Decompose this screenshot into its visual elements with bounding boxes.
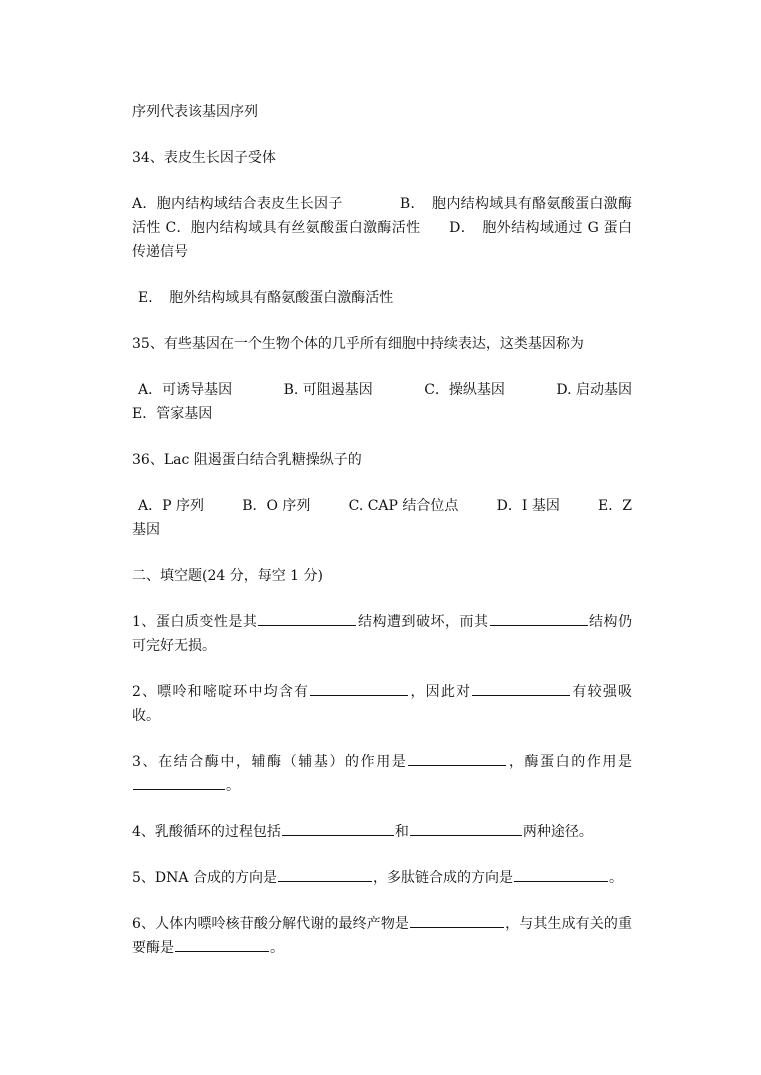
- question-35-option-a: A．可诱导基因: [138, 382, 233, 398]
- question-36-options: [132, 494, 632, 518]
- question-36-option-e: E．Z: [598, 498, 632, 514]
- question-35-options: [132, 378, 632, 402]
- question-36-option-c: C. CAP 结合位点: [348, 498, 459, 514]
- question-36-option-d: D．I 基因: [496, 498, 560, 514]
- answer-blank[interactable]: [514, 866, 608, 882]
- answer-blank[interactable]: [310, 680, 408, 696]
- answer-blank[interactable]: [410, 912, 504, 928]
- question-35-option-b: B. 可阻遏基因: [283, 382, 373, 398]
- answer-blank[interactable]: [408, 750, 506, 766]
- answer-blank[interactable]: [175, 936, 269, 952]
- question-34-stem: 34、表皮生长因子受体: [132, 150, 276, 166]
- answer-blank[interactable]: [410, 820, 522, 836]
- question-35-option-e: E．管家基因: [132, 406, 213, 422]
- question-36-option-e-tail: 基因: [132, 522, 160, 538]
- answer-blank[interactable]: [282, 820, 394, 836]
- section-2-heading: 二、填空题(24 分，每空 1 分): [132, 568, 323, 584]
- continuation-text: 序列代表该基因序列: [132, 104, 258, 120]
- question-35-stem: 35、有些基因在一个生物个体的几乎所有细胞中持续表达，这类基因称为: [132, 336, 584, 352]
- answer-blank[interactable]: [490, 610, 588, 626]
- question-36-option-a: A．P 序列: [138, 498, 204, 514]
- fill-question-1: 1、蛋白质变性是其 结构遭到破坏，而其 结构仍可完好无损。: [132, 610, 632, 658]
- question-34-option-e: E． 胞外结构域具有酪氨酸蛋白激酶活性: [138, 290, 394, 306]
- answer-blank[interactable]: [472, 680, 570, 696]
- answer-blank[interactable]: [258, 610, 356, 626]
- question-36-stem: 36、Lac 阻遏蛋白结合乳糖操纵子的: [132, 452, 362, 468]
- question-36-option-b: B．O 序列: [242, 498, 311, 514]
- document-page: [132, 100, 632, 982]
- answer-blank[interactable]: [133, 774, 225, 790]
- fill-question-2: 2、嘌呤和嘧啶环中均含有 ，因此对 有较强吸收。: [132, 680, 632, 728]
- fill-question-3: 3、在结合酶中，辅酶（辅基）的作用是 ，酶蛋白的作用是。: [132, 750, 632, 798]
- question-35-option-c: C．操纵基因: [424, 382, 505, 398]
- question-34-options: A．胞内结构域结合表皮生长因子 B． 胞内结构域具有酪氨酸蛋白激酶活性 C．胞内结构域具有丝氨酸蛋白激酶活性 D． 胞外结构域通过 G 蛋白传递信号: [132, 196, 632, 260]
- fill-question-6: 6、人体内嘌呤核苷酸分解代谢的最终产物是 ，与其生成有关的重要酶是 。: [132, 912, 632, 960]
- answer-blank[interactable]: [278, 866, 372, 882]
- fill-question-4: 4、乳酸循环的过程包括 和 两种途径。: [132, 820, 632, 844]
- fill-question-5: 5、DNA 合成的方向是 ，多肽链合成的方向是 。: [132, 866, 632, 890]
- question-35-option-d: D. 启动基因: [556, 382, 632, 398]
